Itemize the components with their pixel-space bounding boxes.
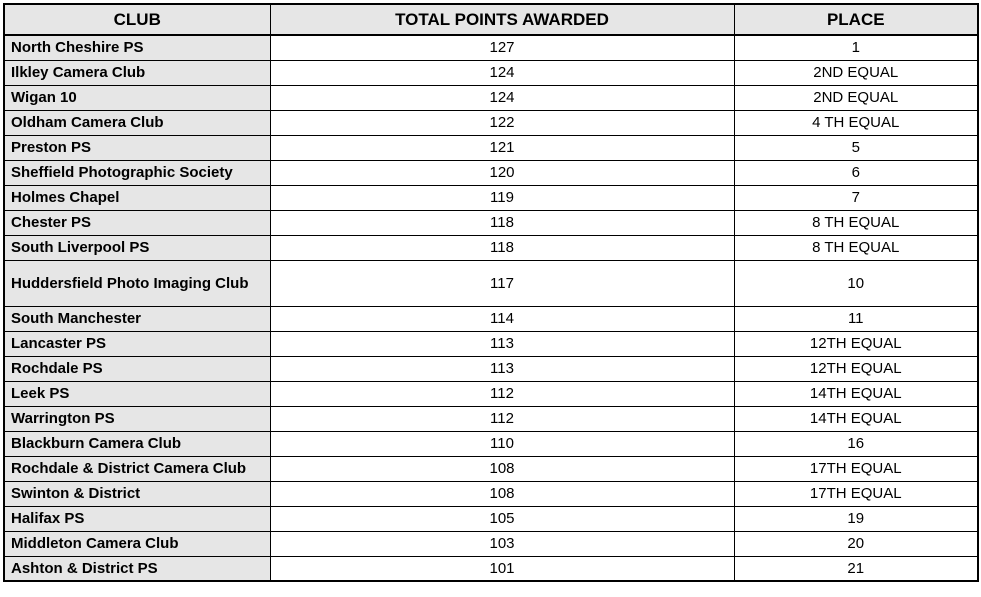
club-name-cell: Sheffield Photographic Society: [4, 160, 270, 185]
table-row: [4, 210, 978, 235]
club-name-cell: Preston PS: [4, 135, 270, 160]
place-cell: 1: [734, 35, 978, 60]
table-row: [4, 185, 978, 210]
place-column-header: PLACE: [734, 4, 978, 35]
club-name-cell: Middleton Camera Club: [4, 531, 270, 556]
table-row: [4, 331, 978, 356]
club-name-cell: South Liverpool PS: [4, 235, 270, 260]
table-row: [4, 381, 978, 406]
points-cell: 112: [270, 406, 734, 431]
club-name-cell: Warrington PS: [4, 406, 270, 431]
place-cell: 11: [734, 306, 978, 331]
points-cell: 118: [270, 210, 734, 235]
points-cell: 122: [270, 110, 734, 135]
club-name-cell: Ashton & District PS: [4, 556, 270, 581]
place-cell: 14TH EQUAL: [734, 381, 978, 406]
place-cell: 14TH EQUAL: [734, 406, 978, 431]
place-cell: 6: [734, 160, 978, 185]
club-name-cell: Leek PS: [4, 381, 270, 406]
table-row: [4, 306, 978, 331]
place-cell: 21: [734, 556, 978, 581]
points-cell: 120: [270, 160, 734, 185]
table-header: [4, 4, 978, 35]
club-name-cell: Blackburn Camera Club: [4, 431, 270, 456]
club-column-header: CLUB: [4, 4, 270, 35]
club-name-cell: Holmes Chapel: [4, 185, 270, 210]
table-row: [4, 531, 978, 556]
place-cell: 12TH EQUAL: [734, 331, 978, 356]
table-row: [4, 60, 978, 85]
place-cell: 2ND EQUAL: [734, 85, 978, 110]
table-row: [4, 135, 978, 160]
points-cell: 118: [270, 235, 734, 260]
points-cell: 101: [270, 556, 734, 581]
points-cell: 127: [270, 35, 734, 60]
place-cell: 4 TH EQUAL: [734, 110, 978, 135]
points-cell: 114: [270, 306, 734, 331]
points-cell: 108: [270, 481, 734, 506]
points-cell: 113: [270, 331, 734, 356]
place-cell: 5: [734, 135, 978, 160]
club-name-cell: North Cheshire PS: [4, 35, 270, 60]
points-cell: 110: [270, 431, 734, 456]
points-cell: 103: [270, 531, 734, 556]
table-row: [4, 406, 978, 431]
table-row: [4, 481, 978, 506]
table-row: [4, 431, 978, 456]
table-row: [4, 456, 978, 481]
place-cell: 16: [734, 431, 978, 456]
results-table: [3, 3, 979, 582]
table-body: [4, 35, 978, 581]
header-row: [4, 4, 978, 35]
points-cell: 117: [270, 260, 734, 306]
club-name-cell: Huddersfield Photo Imaging Club: [4, 260, 270, 306]
place-cell: 10: [734, 260, 978, 306]
points-cell: 119: [270, 185, 734, 210]
club-name-cell: Chester PS: [4, 210, 270, 235]
table-row: [4, 556, 978, 581]
place-cell: 8 TH EQUAL: [734, 210, 978, 235]
place-cell: 20: [734, 531, 978, 556]
points-cell: 113: [270, 356, 734, 381]
club-name-cell: Lancaster PS: [4, 331, 270, 356]
table-row: [4, 85, 978, 110]
table-row: [4, 356, 978, 381]
place-cell: 17TH EQUAL: [734, 456, 978, 481]
club-name-cell: Swinton & District: [4, 481, 270, 506]
table-row: [4, 110, 978, 135]
club-name-cell: Wigan 10: [4, 85, 270, 110]
table-row: [4, 160, 978, 185]
points-cell: 108: [270, 456, 734, 481]
points-cell: 124: [270, 85, 734, 110]
place-cell: 7: [734, 185, 978, 210]
place-cell: 12TH EQUAL: [734, 356, 978, 381]
club-name-cell: Ilkley Camera Club: [4, 60, 270, 85]
club-name-cell: Oldham Camera Club: [4, 110, 270, 135]
place-cell: 2ND EQUAL: [734, 60, 978, 85]
club-name-cell: Halifax PS: [4, 506, 270, 531]
points-cell: 121: [270, 135, 734, 160]
club-name-cell: Rochdale PS: [4, 356, 270, 381]
club-name-cell: Rochdale & District Camera Club: [4, 456, 270, 481]
table-row: [4, 260, 978, 306]
place-cell: 19: [734, 506, 978, 531]
points-cell: 112: [270, 381, 734, 406]
place-cell: 17TH EQUAL: [734, 481, 978, 506]
points-column-header: TOTAL POINTS AWARDED: [270, 4, 734, 35]
club-name-cell: South Manchester: [4, 306, 270, 331]
table-row: [4, 235, 978, 260]
place-cell: 8 TH EQUAL: [734, 235, 978, 260]
points-cell: 105: [270, 506, 734, 531]
points-cell: 124: [270, 60, 734, 85]
table-row: [4, 35, 978, 60]
table-row: [4, 506, 978, 531]
